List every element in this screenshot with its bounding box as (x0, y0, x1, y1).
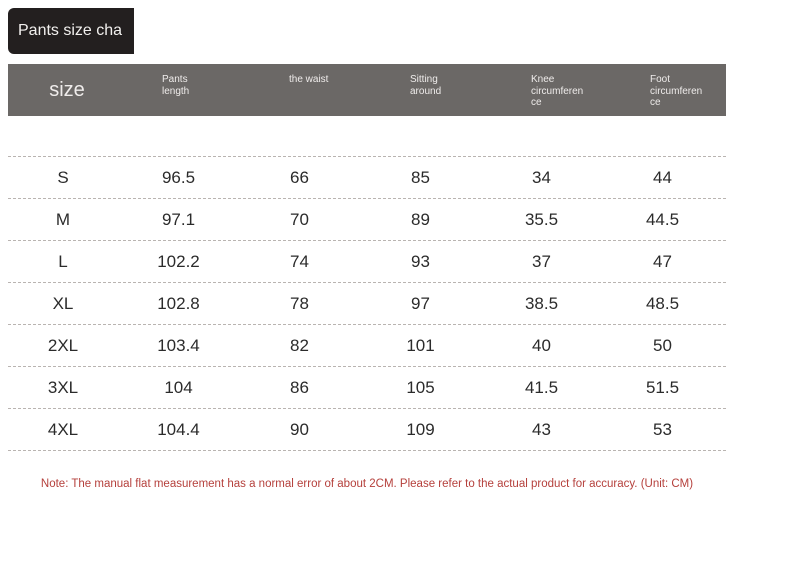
cell-sitting-around: 85 (411, 167, 430, 187)
cell-foot: 44 (653, 167, 672, 187)
header-cell-sitting-around (360, 64, 481, 116)
cell-sitting-around: 89 (411, 209, 430, 229)
table-row (8, 156, 726, 198)
table-row (8, 366, 726, 408)
header-label-foot-circumference: Foot circumference (650, 74, 703, 108)
cell-waist: 90 (290, 419, 309, 439)
cell-size: L (58, 251, 68, 271)
cell-sitting-around: 101 (406, 335, 435, 355)
table-row (8, 324, 726, 366)
cell-foot: 47 (653, 251, 672, 271)
header-label-sitting-around: Sitting around (410, 74, 442, 97)
cell-sitting-around: 93 (411, 251, 430, 271)
cell-waist: 66 (290, 167, 309, 187)
header-cell-knee-circumference (481, 64, 602, 116)
cell-knee: 41.5 (524, 377, 559, 397)
cell-size: M (55, 209, 71, 229)
cell-knee: 37 (532, 251, 551, 271)
header-cell-waist (239, 64, 360, 116)
header-label-size: size (49, 78, 85, 101)
cell-pants-length: 104 (164, 377, 193, 397)
table-row (8, 282, 726, 324)
cell-knee: 34 (532, 167, 551, 187)
cell-sitting-around: 105 (406, 377, 435, 397)
table-header-row (8, 64, 726, 116)
chart-title-tab (8, 8, 134, 54)
table-row (8, 198, 726, 240)
cell-size: XL (52, 293, 74, 313)
cell-pants-length: 97.1 (161, 209, 196, 229)
cell-foot: 53 (653, 419, 672, 439)
cell-waist: 82 (290, 335, 309, 355)
header-label-waist: the waist (289, 74, 329, 85)
cell-knee: 43 (532, 419, 551, 439)
cell-sitting-around: 109 (406, 419, 435, 439)
table-row (8, 240, 726, 282)
cell-knee: 35.5 (524, 209, 559, 229)
cell-foot: 48.5 (645, 293, 680, 313)
cell-waist: 74 (290, 251, 309, 271)
cell-pants-length: 102.2 (157, 251, 200, 271)
header-label-knee-circumference: Knee circumference (531, 74, 584, 108)
header-cell-size (8, 64, 118, 116)
cell-pants-length: 102.8 (157, 293, 200, 313)
cell-pants-length: 103.4 (157, 335, 200, 355)
cell-waist: 86 (290, 377, 309, 397)
cell-size: S (57, 167, 69, 187)
cell-knee: 40 (532, 335, 551, 355)
cell-waist: 70 (290, 209, 309, 229)
cell-knee: 38.5 (524, 293, 559, 313)
cell-sitting-around: 97 (411, 293, 430, 313)
cell-pants-length: 104.4 (157, 419, 200, 439)
cell-foot: 44.5 (645, 209, 680, 229)
cell-foot: 51.5 (645, 377, 680, 397)
header-cell-pants-length (118, 64, 239, 116)
cell-pants-length: 96.5 (161, 167, 196, 187)
cell-size: 3XL (47, 377, 79, 397)
size-table-body (8, 156, 726, 451)
header-label-pants-length: Pants length (162, 74, 190, 97)
measurement-note: Note: The manual flat measurement has a normal error of about 2CM. Please refer to the actual product for accuracy. (Unit: CM) (40, 478, 694, 490)
page-title: Pants size cha (18, 22, 123, 39)
cell-size: 4XL (47, 419, 79, 439)
cell-size: 2XL (47, 335, 79, 355)
cell-foot: 50 (653, 335, 672, 355)
table-row (8, 408, 726, 451)
cell-waist: 78 (290, 293, 309, 313)
header-cell-foot-circumference (602, 64, 723, 116)
